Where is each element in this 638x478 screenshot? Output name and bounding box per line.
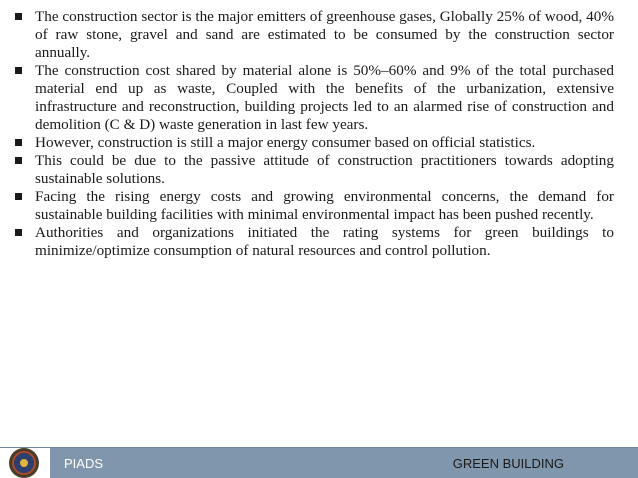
seal-core xyxy=(20,459,28,467)
slide-body xyxy=(14,8,614,260)
square-bullet-icon xyxy=(15,13,22,20)
square-bullet-icon xyxy=(15,193,22,200)
square-bullet-icon xyxy=(15,157,22,164)
square-bullet-icon xyxy=(15,229,22,236)
institution-seal-icon xyxy=(9,448,39,478)
bullet-item xyxy=(14,224,614,260)
footer-topic-label: GREEN BUILDING xyxy=(452,456,564,471)
bullet-list xyxy=(14,8,614,260)
slide-footer xyxy=(0,447,638,478)
bullet-item xyxy=(14,62,614,134)
bullet-item xyxy=(14,188,614,224)
bullet-text: This could be due to the passive attitude of construction practitioners towards adopting sustainable solutions. xyxy=(35,152,614,187)
footer-org-label: PIADS xyxy=(64,456,104,471)
bullet-item xyxy=(14,8,614,62)
square-bullet-icon xyxy=(15,67,22,74)
bullet-text: The construction cost shared by material alone is 50%–60% and 9% of the total purchased material end up as waste, Coupled with the benefits of the urbanization, extensive infrastructure and reconstruction, building projects led to an alarmed rise of construction and demolition (C & D) waste generation in last few years. xyxy=(35,62,614,133)
bullet-item xyxy=(14,134,614,152)
bullet-text: The construction sector is the major emitters of greenhouse gases, Globally 25% of wood, 40% of raw stone, gravel and sand are estimated to be consumed by the construction sector annually. xyxy=(35,8,614,61)
bullet-text: However, construction is still a major energy consumer based on official statistics. xyxy=(35,134,536,151)
bullet-text: Facing the rising energy costs and growing environmental concerns, the demand for sustainable building facilities with minimal environmental impact has been pushed recently. xyxy=(35,188,614,223)
bullet-item xyxy=(14,152,614,188)
bullet-text: Authorities and organizations initiated the rating systems for green buildings to minimize/optimize consumption of natural resources and control pollution. xyxy=(35,224,614,259)
logo-container xyxy=(0,448,50,478)
square-bullet-icon xyxy=(15,139,22,146)
seal-ring xyxy=(12,451,36,475)
